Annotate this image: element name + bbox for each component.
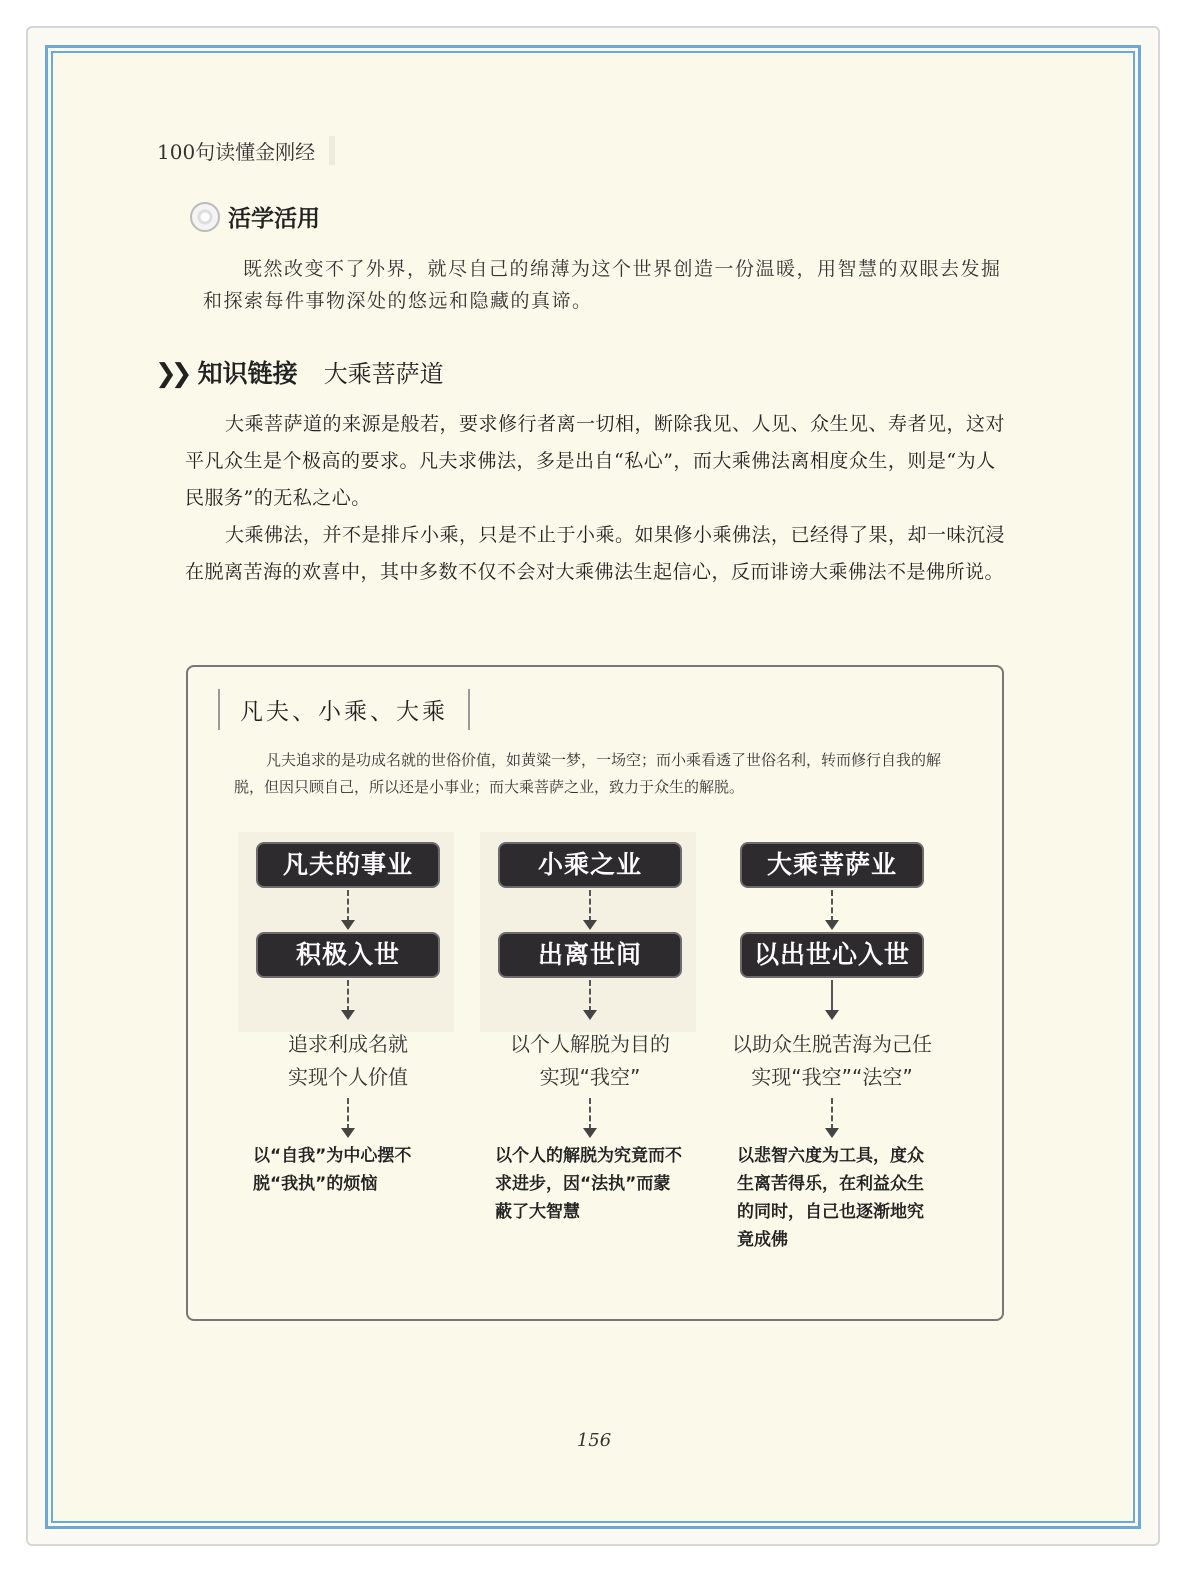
knowledge-topic: 大乘菩萨道 [323, 360, 444, 388]
career-label: 小乘之业 [500, 844, 680, 886]
apply-text: 既然改变不了外界，就尽自己的绵薄为这个世界创造一份温暖，用智慧的双眼去发掘和探索每件事物深处的悠远和隐藏的真谛。 [203, 258, 1002, 312]
apply-title: 活学活用 [228, 206, 320, 232]
column-mahayana [722, 832, 942, 1254]
disc-icon [190, 202, 220, 232]
attitude-label: 以出世心入世 [742, 934, 922, 976]
goal-text [238, 1028, 458, 1094]
goal-line: 以个人解脱为目的 [510, 1032, 670, 1056]
arrow-down-icon [822, 1094, 842, 1142]
goal-line: 实现个人价值 [288, 1065, 408, 1089]
column-hinayana [480, 832, 700, 1226]
attitude-label: 出离世间 [500, 934, 680, 976]
result-text: 以“自我”为中心摆不脱“我执”的烦恼 [253, 1146, 412, 1194]
career-label: 凡夫的事业 [258, 844, 438, 886]
arrow-down-icon [580, 886, 600, 934]
knowledge-paragraph: 大乘佛法，并不是排斥小乘，只是不止于小乘。如果修小乘佛法，已经得了果，却一味沉浸在脱离苦海的欢喜中，其中多数不仅不会对大乘佛法生起信心，反而诽谤大乘佛法不是佛所说。 [185, 524, 1006, 583]
arrow-down-icon [580, 976, 600, 1024]
arrow-down-icon [338, 1094, 358, 1142]
arrow-down-icon [822, 976, 842, 1024]
apply-section-header [190, 200, 320, 233]
goal-line: 追求利成名就 [288, 1032, 408, 1056]
result-text: 以悲智六度为工具，度众生离苦得乐，在利益众生的同时，自己也逐渐地究竟成佛 [737, 1146, 924, 1250]
goal-line: 实现“我空” [539, 1065, 641, 1089]
knowledge-label-group [155, 354, 298, 390]
diagram-title: 凡夫、小乘、大乘 [218, 689, 470, 730]
goal-line: 以助众生脱苦海为己任 [732, 1032, 932, 1056]
knowledge-label: 知识链接 [197, 359, 298, 388]
knowledge-section-header [155, 354, 444, 390]
arrow-down-icon [580, 1094, 600, 1142]
running-head: 100句读懂金刚经 [157, 136, 335, 165]
arrow-down-icon [338, 976, 358, 1024]
result-text: 以个人的解脱为究竟而不求进步，因“法执”而蒙蔽了大智慧 [495, 1146, 682, 1222]
diagram-box [186, 665, 1004, 1321]
diagram-intro: 凡夫追求的是功成名就的世俗价值，如黄粱一梦，一场空；而小乘看透了世俗名利，转而修行自我的解脱，但因只顾自己，所以还是小事业；而大乘菩萨之业，致力于众生的解脱。 [234, 751, 942, 796]
goal-line: 实现“我空”“法空” [751, 1065, 913, 1089]
double-chevron-icon: ❯❯ [155, 359, 187, 389]
arrow-down-icon [338, 886, 358, 934]
goal-text [722, 1028, 942, 1094]
column-ordinary [238, 832, 458, 1198]
knowledge-paragraph: 大乘菩萨道的来源是般若，要求修行者离一切相，断除我见、人见、众生见、寿者见，这对平凡众生是个极高的要求。凡夫求佛法，多是出自“私心”，而大乘佛法离相度众生，则是“为人民服务”的无私之心。 [185, 413, 1006, 509]
arrow-down-icon [822, 886, 842, 934]
career-label: 大乘菩萨业 [742, 844, 922, 886]
attitude-label: 积极入世 [258, 934, 438, 976]
goal-text [480, 1028, 700, 1094]
page-number: 156 [576, 1430, 612, 1451]
